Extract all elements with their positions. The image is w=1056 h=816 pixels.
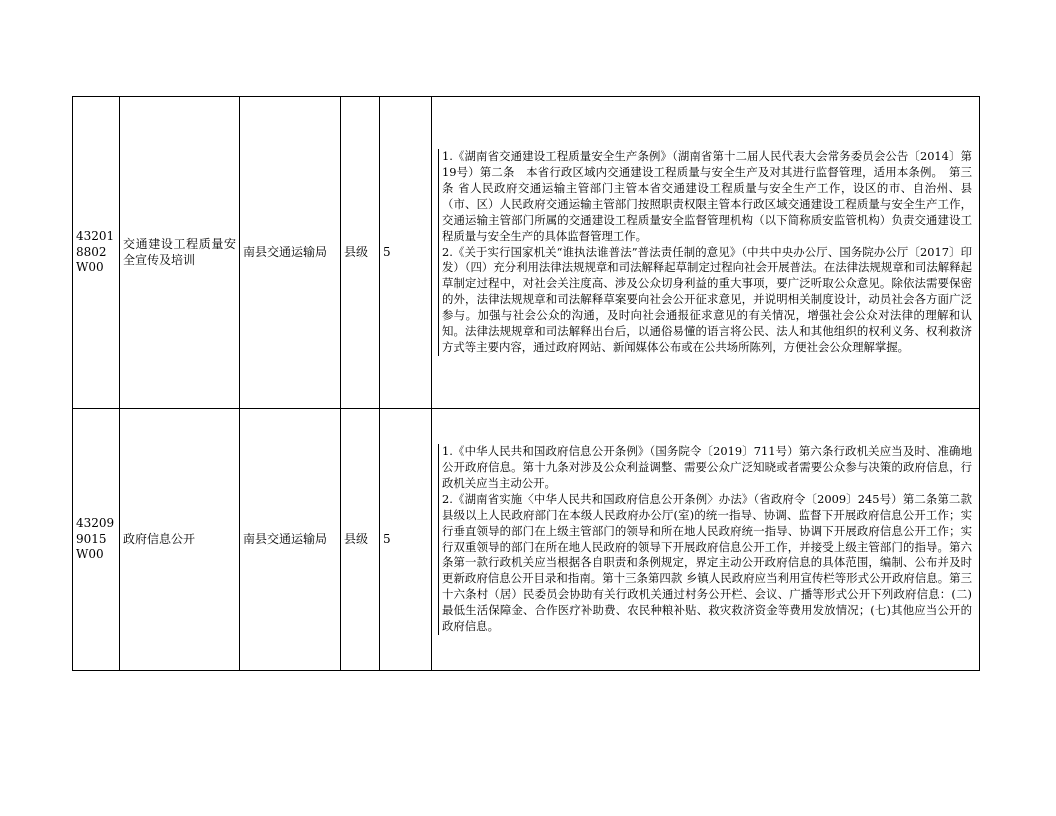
number: 5: [380, 409, 432, 671]
basis-paragraph: 1.《中华人民共和国政府信息公开条例》（国务院令〔2019〕711号）第六条行政机关应当及时、准确地公开政府信息。第十九条对涉及公众利益调整、需要公众广泛知晓或者需要公众参与决策的政府信息，行政机关应当主动公开。: [442, 444, 972, 490]
legal-basis-cell: [432, 97, 980, 409]
table-row: [73, 97, 980, 409]
department: 南县交通运输局: [240, 97, 341, 409]
basis-paragraph: 2.《湖南省实施〈中华人民共和国政府信息公开条例〉办法》（省政府令〔2009〕245号）第二条第二款县级以上人民政府部门在本级人民政府办公厅(室)的统一指导、协调、监督下开展政府信息公开工作；实行垂直领导的部门在上级主管部门的领导和所在地人民政府统一指导、协调下开展政府信息公开工作；实行双重领导的部门在所在地人民政府的领导下开展政府信息公开工作，并接受上级主管部门的指导。第六条第一款行政机关应当根据各自职责和条例规定，界定主动公开政府信息的具体范围，编制、公布并及时更新政府信息公开目录和指南。第十三条第四款 乡镇人民政府应当利用宣传栏等形式公开政府信息。第三十六条村（居）民委员会协助有关行政机关通过村务公开栏、会议、广播等形式公开下列政府信息：(二)最低生活保障金、合作医疗补助费、农民种粮补贴、救灾救济资金等费用发放情况；(七)其他应当公开的政府信息。: [442, 491, 972, 634]
basis-paragraph: 1.《湖南省交通建设工程质量安全生产条例》（湖南省第十二届人民代表大会常务委员会公告〔2014〕第19号）第二条 本省行政区域内交通建设工程质量与安全生产及对其进行监督管理，适用本条例。 第三条 省人民政府交通运输主管部门主管本省交通建设工程质量与安全生产工作，设区的市、自治州、县（市、区）人民政府交通运输主管部门按照职责权限主管本行政区域交通建设工程质量与安全生产工作，交通运输主管部门所属的交通建设工程质量安全监督管理机构（以下简称质安监管机构）负责交通建设工程质量与安全生产的具体监督管理工作。: [442, 149, 972, 243]
level: 县级: [341, 97, 380, 409]
item-code: 432018802W00: [73, 97, 120, 409]
table-row: [73, 409, 980, 671]
level: 县级: [341, 409, 380, 671]
item-code: 432099015W00: [73, 409, 120, 671]
legal-basis: [438, 444, 976, 635]
basis-paragraph: 2.《关于实行国家机关“谁执法谁普法”普法责任制的意见》（中共中央办公厅、国务院办公厅〔2017〕印发）（四）充分利用法律法规规章和司法解释起草制定过程向社会开展普法。在法律法规规章和司法解释起草制定过程中，对社会关注度高、涉及公众切身利益的重大事项，要广泛听取公众意见。除依法需要保密的外，法律法规规章和司法解释草案要向社会公开征求意见，并说明相关制度设计，动员社会各方面广泛参与。加强与社会公众的沟通，及时向社会通报征求意见的有关情况，增强社会公众对法律的理解和认知。法律法规规章和司法解释出台后，以通俗易懂的语言将公民、法人和其他组织的权利义务、权利救济方式等主要内容，通过政府网站、新闻媒体公布或在公共场所陈列，方便社会公众理解掌握。: [442, 244, 972, 354]
number: 5: [380, 97, 432, 409]
legal-basis-cell: [432, 409, 980, 671]
item-name: 交通建设工程质量安全宣传及培训: [120, 97, 240, 409]
legal-basis: [438, 149, 976, 356]
department: 南县交通运输局: [240, 409, 341, 671]
power-list-table: [72, 96, 980, 671]
item-name: 政府信息公开: [120, 409, 240, 671]
